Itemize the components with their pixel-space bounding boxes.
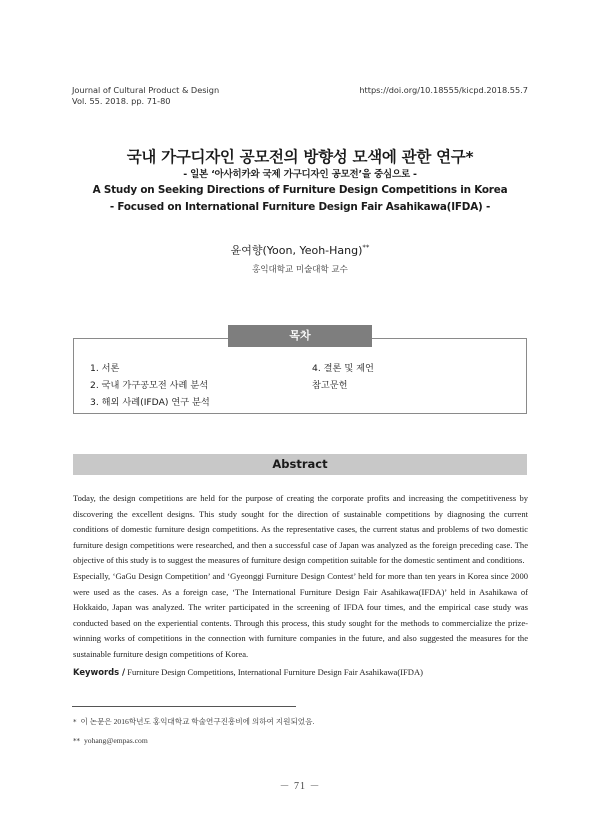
abstract-paragraph: Especially, ‘GaGu Design Competition’ and ‘Gyeonggi Furniture Design Contest’ held for more than ten years in Korea since 2000 were used as the cases. As a foreign case, ‘The International Furniture Design Fair Asahikawa(IFDA)’ held in Asahikawa of Hokkaido, Japan was analyzed. The writer participated in the screening of IFDA four times, and the empirical case study was conducted based on the experiential contents. Through this process, this study sought for the methods to commercialize the prize-winning works of competitions in the connection with furniture companies in the future, and also suggested the measures for the sustainable furniture design competitions of Korea. [73, 570, 528, 659]
abstract-paragraph: Today, the design competitions are held for the purpose of creating the corporate profits and increasing the competitiveness by discovering the excellent designs. This study sought for the direction of sustainable competitions by diagnosing the current conditions of domestic furniture design competitions. As the representative cases, the current status and problems of two domestic furniture design competitions were researched, and then a successful case of Japan was analyzed as the foreign preceding case. The objective of this study is to suggest the measures of furniture design competition suitable for the domestic sentiment and conditions. [73, 493, 528, 566]
toc-item: 2. 국내 가구공모전 사례 분석 [90, 380, 209, 391]
keywords-line [73, 666, 528, 678]
footnote-marker: ** [73, 737, 80, 745]
footnote-marker: * [73, 718, 77, 726]
subtitle-english: - Focused on International Furniture Design Fair Asahikawa(IFDA) - [109, 201, 491, 213]
author-affiliation: 홍익대학교 미술대학 교수 [252, 265, 348, 275]
footnote-funding [73, 716, 314, 728]
toc-left-column [90, 360, 210, 411]
toc-heading: 목차 [228, 325, 372, 347]
toc-item: 3. 해외 사례(IFDA) 연구 분석 [90, 397, 210, 408]
toc-item: 참고문헌 [312, 380, 348, 391]
keywords-text: Furniture Design Competitions, International Furniture Design Fair Asahikawa(IFDA) [127, 667, 423, 677]
footnote-text: 이 논문은 2016학년도 홍익대학교 학술연구진흥비에 의하여 지원되었음. [80, 717, 315, 726]
title-english: A Study on Seeking Directions of Furniture Design Competitions in Korea [92, 184, 508, 196]
abstract-heading: Abstract [73, 454, 527, 475]
volume-info: Vol. 55. 2018. pp. 71-80 [72, 96, 171, 106]
subtitle-korean: - 일본 ‘아사히카와 국제 가구디자인 공모전’을 중심으로 - [183, 169, 417, 180]
author-line [0, 242, 600, 258]
page-number: － 71 － [279, 781, 321, 792]
author-name: 윤여향(Yoon, Yeoh-Hang) [230, 244, 363, 257]
keywords-label: Keywords / [73, 667, 126, 677]
toc-right-column [312, 360, 374, 394]
footnote-divider [72, 706, 296, 707]
author-footnote-marker: ** [362, 243, 370, 252]
journal-header [72, 85, 219, 107]
toc-item: 4. 결론 및 제언 [312, 363, 374, 374]
doi-link[interactable]: https://doi.org/10.18555/kicpd.2018.55.7 [359, 85, 528, 95]
abstract-body [73, 491, 528, 663]
toc-item: 1. 서론 [90, 363, 120, 374]
footnote-email [73, 735, 148, 747]
journal-name: Journal of Cultural Product & Design [72, 85, 220, 95]
author-email[interactable]: yohang@empas.com [84, 736, 148, 745]
title-korean: 국내 가구디자인 공모전의 방향성 모색에 관한 연구* [126, 148, 474, 166]
